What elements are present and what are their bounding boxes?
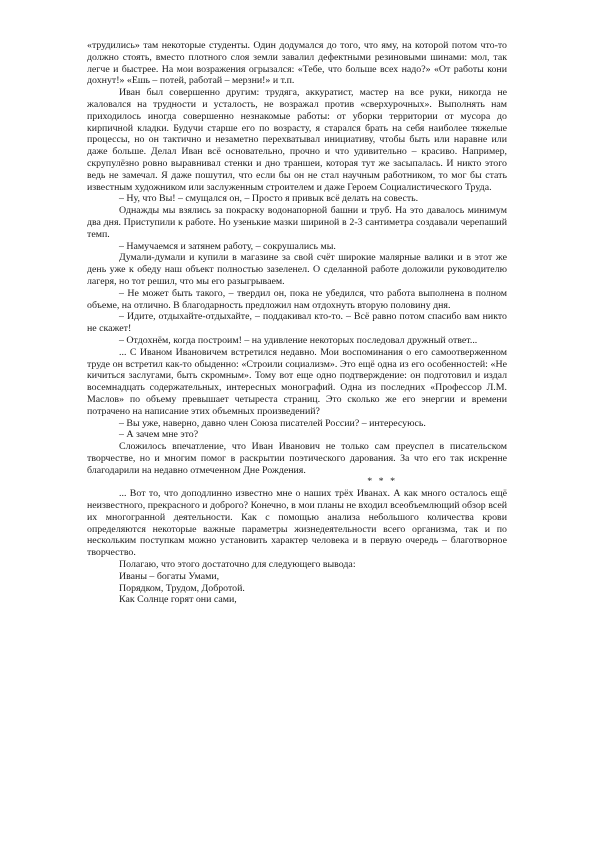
paragraph: Думали-думали и купили в магазине за свой счёт широкие малярные валики и в этот же день уже к обеду наш объект полностью зазеленел. О сделанной работе доложили руководителю лагеря, но тот решил, что мы его разыгрываем. — [87, 252, 507, 287]
paragraph: «трудились» там некоторые студенты. Один додумался до того, что яму, на которой потом что-то должно стоять, вместо плотного слоя земли завалил дефектными резиновыми шинами: мол, так легче и быстрее. На мои возражения огрызался: «Тебе, что больше всех надо?» «От работы кони дохнут!» «Ешь – потей, работай – мерзни!» и т.п. — [87, 40, 507, 87]
dialogue-line: – Идите, отдыхайте-отдыхайте, – поддакивал кто-то. – Всё равно потом спасибо вам никто не скажет! — [87, 311, 507, 335]
paragraph: Однажды мы взялись за покраску водонапорной башни и труб. На это давалось минимум два дня. Приступили к работе. Но узенькие мазки шириной в 2-3 сантиметра создавали черепаший темп. — [87, 205, 507, 240]
dialogue-line: – Не может быть такого, – твердил он, пока не убедился, что работа выполнена в полном объеме, на отлично. В благодарность предложил нам отдохнуть вторую половину дня. — [87, 287, 507, 311]
dialogue-line: – Намучаемся и затянем работу, – сокрушались мы. — [119, 240, 336, 252]
dialogue-line: – Ну, что Вы! – смущался он, – Просто я привык всё делать на совесть. — [119, 193, 419, 205]
paragraph: Полагаю, что этого достаточно для следующего вывода: — [119, 559, 356, 571]
section-divider: * * * — [367, 476, 397, 488]
verse-line: Как Солнце горят они сами, — [119, 594, 237, 606]
paragraph: ... Вот то, что доподлинно известно мне о наших трёх Иванах. А как много осталось ещё неизвестного, прекрасного и доброго? Конечно, в мои планы не входил всеобъемлющий обзор всей их многогранной деятельности. Как с помощью анализа небольшого количества крови определяются некоторые важные параметры жизнедеятельности всего организма, так и по нескольким поступкам можно установить характер человека и в первую очередь – благотворное творчество. — [87, 488, 507, 559]
dialogue-line: – Вы уже, наверно, давно член Союза писателей России? – интересуюсь. — [119, 417, 426, 429]
dialogue-line: – Отдохнём, когда построим! – на удивление некоторых последовал дружный ответ... — [119, 334, 478, 346]
verse-line: Иваны – богаты Умами, — [119, 570, 220, 582]
document-page — [87, 40, 507, 606]
paragraph: ... С Иваном Ивановичем встретился недавно. Мои воспоминания о его самоотверженном труде он встретил как-то обыденно: «Строили социализм». Это ещё одна из его особенностей: «Не кичиться заслугами, быть скромным». Тому вот еще одно подтверждение: он подготовил и издал восемнадцать содержательных, интересных монографий. Одна из последних «Профессор Л.М. Маслов» по объему превышает четыреста страниц. Это сколько же его энергии и времени потрачено на написание этих объемных произведений? — [87, 346, 507, 417]
paragraph: Иван был совершенно другим: трудяга, аккуратист, мастер на все руки, никогда не жаловался на трудности и усталость, не возражал против «сверхурочных». Выполнять нам приходилось иногда совершенно незнакомые работы: от уборки территории от мусора до кирпичной кладки. Будучи старше его по возрасту, я старался брать на себя наиболее тяжелые процессы, но он тактично и незаметно перехватывал инициативу, чтобы быть или наравне или даже больше. Делал Иван всё основательно, прочно и что удивительно – красиво. Например, скрупулёзно ровно выравнивал стенки и дно траншеи, которая тут же засыпалась. И никто этого ведь не замечал. Я даже пошутил, что если бы он не стал научным работником, то мог бы стать известным художником или заслуженным строителем и даже Героем Социалистического Труда. — [87, 87, 507, 193]
verse-line: Порядком, Трудом, Добротой. — [119, 582, 245, 594]
paragraph: Сложилось впечатление, что Иван Иванович не только сам преуспел в писательском творчестве, но и многим помог в раскрытии поэтического дарования. За что его так искренне благодарили на недавно отмеченном Дне Рождения. — [87, 441, 507, 476]
dialogue-line: – А зачем мне это? — [119, 429, 199, 441]
